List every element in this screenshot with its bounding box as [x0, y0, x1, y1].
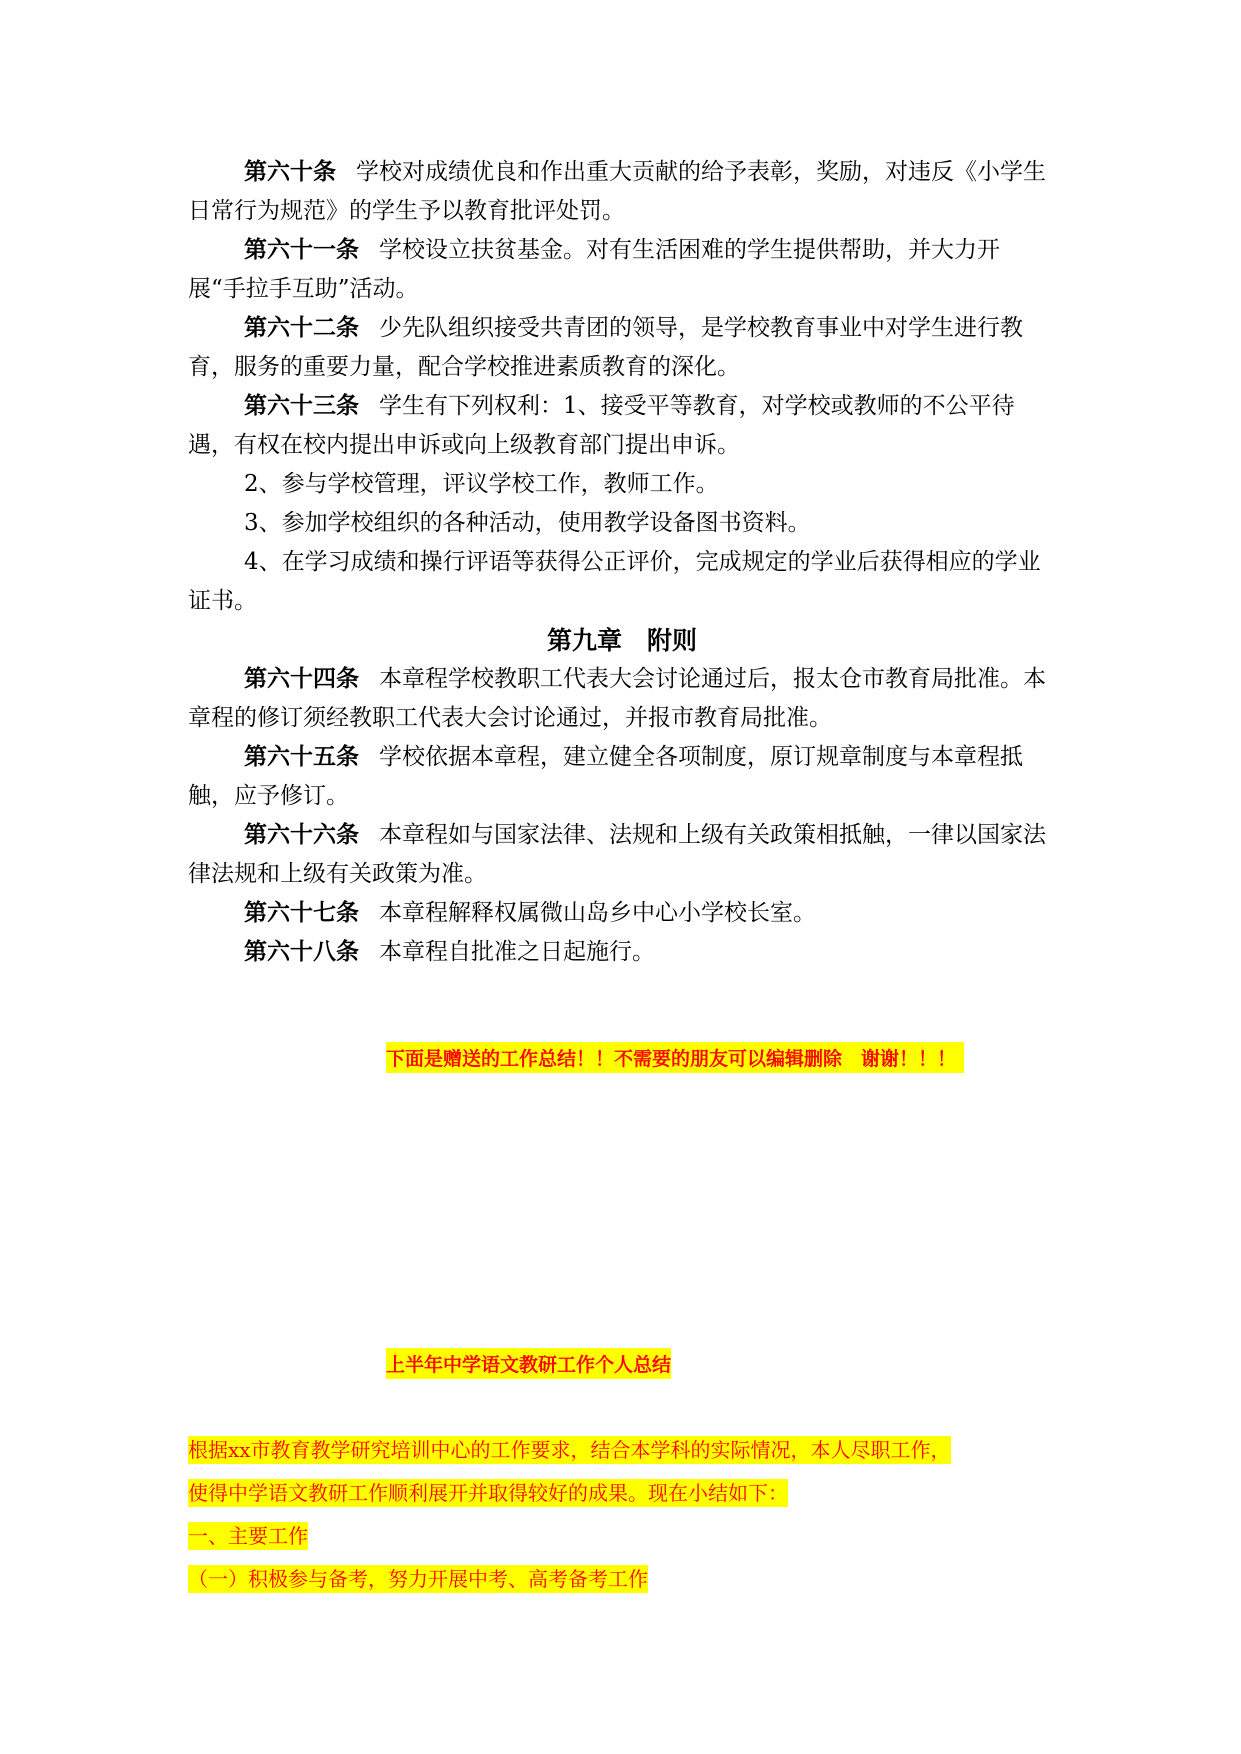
summary-subsection-heading: （一）积极参与备考，努力开展中考、高考备考工作: [188, 1567, 648, 1591]
article-text: 本章程如与国家法律、法规和上级有关政策相抵触，一律以国家法律法规和上级有关政策为准。: [188, 822, 1046, 887]
article-label: 第六十六条: [244, 822, 359, 848]
article-label: 第六十一条: [244, 237, 359, 263]
article-text: 学生有下列权利：1、接受平等教育，对学校或教师的不公平待遇，有权在校内提出申诉或向上级教育部门提出申诉。: [188, 393, 1015, 458]
right-item: 3、参加学校组织的各种活动，使用教学设备图书资料。: [244, 510, 811, 536]
article-label: 第六十八条: [244, 939, 359, 965]
article-60: [188, 153, 1056, 231]
article-text: 少先队组织接受共青团的领导，是学校教育事业中对学生进行教育，服务的重要力量，配合学校推进素质教育的深化。: [188, 315, 1023, 380]
summary-intro-line-2: 使得中学语文教研工作顺利展开并取得较好的成果。现在小结如下：: [188, 1481, 788, 1505]
summary-intro-line-1: 根据xx市教育教学研究培训中心的工作要求，结合本学科的实际情况，本人尽职工作，: [188, 1438, 951, 1462]
article-text: 本章程解释权属微山岛乡中心小学校长室。: [379, 900, 816, 926]
article-text: 本章程学校教职工代表大会讨论通过后，报太仓市教育局批准。本章程的修订须经教职工代表大会讨论通过，并报市教育局批准。: [188, 666, 1046, 731]
right-item: 4、在学习成绩和操行评语等获得公正评价，完成规定的学业后获得相应的学业证书。: [188, 549, 1041, 614]
article-label: 第六十二条: [244, 315, 359, 341]
chapter-title: 第九章 附则: [546, 626, 697, 655]
regulations-body: [188, 153, 1056, 972]
article-61: [188, 231, 1056, 309]
article-67: [188, 894, 1056, 933]
article-66: [188, 816, 1056, 894]
summary-body: [188, 1429, 1056, 1601]
article-text: 学校设立扶贫基金。对有生活困难的学生提供帮助，并大力开展“手拉手互助”活动。: [188, 237, 1000, 302]
article-label: 第六十四条: [244, 666, 359, 692]
article-65: [188, 738, 1056, 816]
article-63: [188, 387, 1056, 465]
right-item: 2、参与学校管理，评议学校工作，教师工作。: [244, 471, 719, 497]
article-label: 第六十条: [244, 159, 336, 185]
article-label: 第六十三条: [244, 393, 359, 419]
article-label: 第六十五条: [244, 744, 359, 770]
article-text: 本章程自批准之日起施行。: [379, 939, 655, 965]
summary-title: 上半年中学语文教研工作个人总结: [386, 1348, 671, 1379]
gift-notice: 下面是赠送的工作总结！！不需要的朋友可以编辑删除 谢谢！！！: [386, 1042, 964, 1073]
article-text: 学校对成绩优良和作出重大贡献的给予表彰，奖励，对违反《小学生日常行为规范》的学生予以教育批评处罚。: [188, 159, 1046, 224]
article-62: [188, 309, 1056, 387]
article-68: [188, 933, 1056, 972]
article-text: 学校依据本章程，建立健全各项制度，原订规章制度与本章程抵触，应予修订。: [188, 744, 1023, 809]
article-64: [188, 660, 1056, 738]
summary-section-heading: 一、主要工作: [188, 1524, 308, 1548]
article-label: 第六十七条: [244, 900, 359, 926]
